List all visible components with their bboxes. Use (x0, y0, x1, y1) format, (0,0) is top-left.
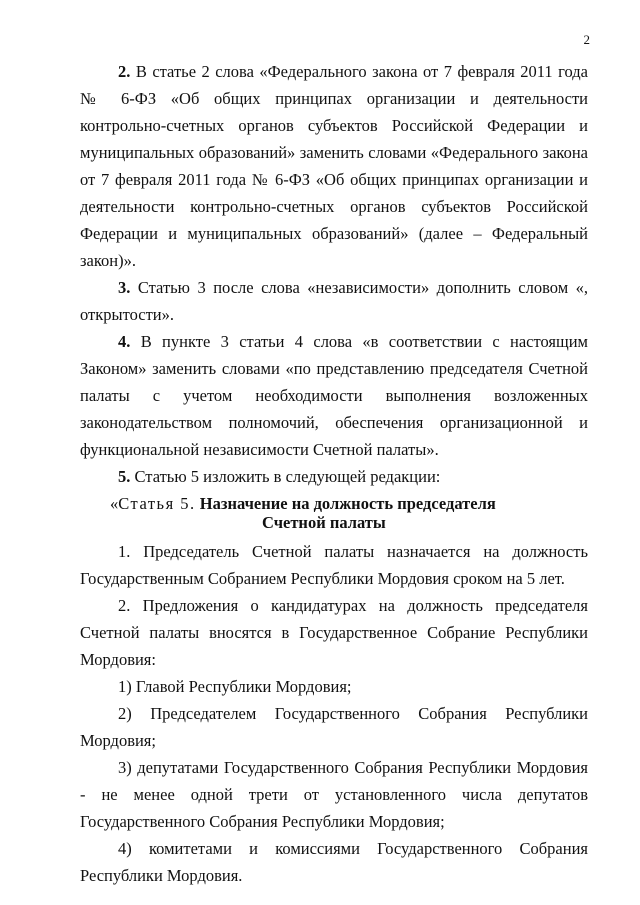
item-number: 5. (118, 467, 131, 486)
paragraph-text: В пункте 3 статьи 4 слова «в соответствии с настоящим Законом» заменить словами «по представлению председателя Счетной палаты с учетом необходимости выполнения возложенных законодательством полномочий, обеспечения организационной и функциональной независимости Счетной палаты». (80, 332, 588, 459)
paragraph-3 (80, 274, 588, 328)
article-heading (80, 490, 588, 532)
page-number: 2 (583, 32, 590, 47)
article-paragraph: 1) Главой Республики Мордовия; (118, 677, 352, 696)
article-paragraph: 3) депутатами Государственного Собрания Республики Мордовия - не менее одной трети от установленного числа депутатов Государственного Собрания Республики Мордовия; (80, 758, 588, 831)
article-title-line2: Счетной палаты (262, 513, 386, 532)
article-label: Статья 5. (118, 494, 196, 513)
paragraph-text: В статье 2 слова «Федерального закона от 7 февраля 2011 года № 6-ФЗ «Об общих принципах организации и деятельности контрольно-счетных органов субъектов Российской Федерации и муниципальных образований» заменить словами «Федерального закона от 7 февраля 2011 года № 6-ФЗ «Об общих принципах организации и деятельности контрольно-счетных органов субъектов Российской Федерации и муниципальных образований» (далее – Федеральный закон)». (80, 62, 588, 270)
paragraph-4 (80, 328, 588, 463)
article-paragraph: 2. Предложения о кандидатурах на должность председателя Счетной палаты вносятся в Государственное Собрание Республики Мордовия: (80, 596, 588, 669)
article-paragraph: 2) Председателем Государственного Собрания Республики Мордовия; (80, 704, 588, 750)
item-number: 4. (118, 332, 131, 351)
item-number: 3. (118, 278, 131, 297)
item-number: 2. (118, 62, 131, 81)
paragraph-5 (80, 463, 588, 490)
article-paragraph: 1. Председатель Счетной палаты назначается на должность Государственным Собранием Республики Мордовия сроком на 5 лет. (80, 542, 588, 588)
article-paragraph: 4) комитетами и комиссиями Государственного Собрания Республики Мордовия. (80, 839, 588, 885)
open-quote: « (110, 494, 119, 513)
document-body (80, 58, 588, 889)
paragraph-2 (80, 58, 588, 274)
paragraph-text: Статью 5 изложить в следующей редакции: (130, 467, 441, 486)
paragraph-text: Статью 3 после слова «независимости» дополнить словом «, открытости». (80, 278, 588, 324)
article-title-line1: Назначение на должность председателя (199, 494, 496, 513)
